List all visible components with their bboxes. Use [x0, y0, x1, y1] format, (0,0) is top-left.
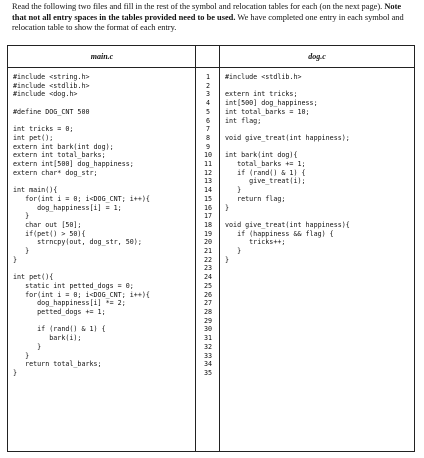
main-c-code-line: extern char* dog_str;	[13, 168, 98, 177]
line-number-line: 17	[203, 212, 213, 221]
line-number-line: 20	[203, 238, 213, 247]
instructions-text-a: Read the following two files and fill in the rest of the symbol and relocation tables for each (on the next page).	[12, 2, 385, 11]
line-number-line: 30	[203, 325, 213, 334]
line-number-line: 7	[205, 125, 211, 134]
line-number-line: 35	[203, 368, 213, 377]
line-number-line: 18	[203, 220, 213, 229]
dog-c-code-line: tricks++;	[225, 238, 286, 247]
main-c-code-line: }	[13, 255, 18, 264]
line-number-line: 10	[203, 151, 213, 160]
main-c-code-line: #define DOG_CNT 500	[13, 107, 90, 116]
line-number-line: 26	[203, 290, 213, 299]
dog-c-code-line: }	[225, 247, 242, 256]
main-c-code-line: int main(){	[13, 186, 58, 195]
main-c-code-line: if(pet() > 50){	[13, 229, 86, 238]
line-number-line: 8	[205, 133, 211, 142]
dog-c-code-line: void give_treat(int happiness);	[225, 133, 350, 142]
main-c-code-line: int tricks = 0;	[13, 125, 74, 134]
instructions-text-b: We have completed one entry in each symbol and relocation table to show the format of each entry.	[12, 12, 404, 33]
dog-c-code-line: #include <stdlib.h>	[225, 73, 302, 81]
dog-c-code-line: int total_barks = 10;	[225, 107, 310, 116]
main-c-code-line: extern int total_barks;	[13, 151, 106, 160]
dog-c-code-line: total_barks += 1;	[225, 160, 306, 169]
dog-c-code-line	[225, 82, 350, 91]
main-c-code-line	[13, 99, 150, 108]
dog-c-code-line: if (happiness && flag) {	[225, 229, 334, 238]
main-c-code-line: int pet(){	[13, 273, 54, 282]
main-c-code-line: static int petted_dogs = 0;	[13, 281, 134, 290]
main-c-code-line: }	[13, 342, 42, 351]
main-c-code-line: return total_barks;	[13, 360, 102, 369]
line-number-line: 32	[203, 342, 213, 351]
line-number-line: 6	[205, 116, 211, 125]
line-number-line: 22	[203, 255, 213, 264]
main-c-code-line: }	[13, 351, 30, 360]
main-c-code-line: extern int[500] dog_happiness;	[13, 160, 134, 169]
line-number-line: 33	[203, 351, 213, 360]
main-c-code-line: strncpy(out, dog_str, 50);	[13, 238, 142, 247]
dog-c-code-line: int flag;	[225, 116, 262, 125]
line-number-line: 1	[205, 73, 211, 81]
dog-c-code-line	[225, 143, 350, 152]
dog-c-code-line: void give_treat(int happiness){	[225, 220, 350, 229]
dog-c-code-line	[225, 125, 350, 134]
line-number-line: 11	[203, 160, 213, 169]
line-number-line: 15	[203, 194, 213, 203]
dog-c-code-line: if (rand() & 1) {	[225, 168, 306, 177]
instructions	[12, 2, 412, 34]
dog-c-code-line: give_treat(i);	[225, 177, 306, 186]
dog-c-code-line: }	[225, 203, 230, 212]
line-number-line: 24	[203, 273, 213, 282]
line-number-header	[196, 46, 220, 68]
line-number-line: 13	[203, 177, 213, 186]
dog-c-code	[225, 73, 350, 264]
main-c-code-line: dog_happiness[i] *= 2;	[13, 299, 126, 308]
line-number-line: 27	[203, 299, 213, 308]
line-number-line: 34	[203, 360, 213, 369]
code-table	[7, 45, 415, 452]
line-number-line: 5	[205, 107, 211, 116]
main-c-code-line	[13, 317, 150, 326]
line-number-line: 14	[203, 186, 213, 195]
line-number-line: 4	[205, 99, 211, 108]
main-file-header: main.c	[8, 46, 196, 68]
line-number-line: 29	[203, 316, 213, 325]
main-c-code	[13, 73, 150, 378]
main-c-code-line: #include <string.h>	[13, 73, 90, 81]
main-c-code-line: #include <dog.h>	[13, 90, 78, 99]
main-c-code-line: for(int i = 0; i<DOG_CNT; i++){	[13, 290, 150, 299]
line-number-line: 12	[203, 168, 213, 177]
line-number-line: 2	[205, 81, 211, 90]
main-c-code-line: int pet();	[13, 133, 54, 142]
main-c-code-line: dog_happiness[i] = 1;	[13, 203, 122, 212]
main-c-code-line: if (rand() & 1) {	[13, 325, 106, 334]
main-c-code-line: }	[13, 212, 30, 221]
main-c-code-line: }	[13, 247, 30, 256]
main-c-code-line: for(int i = 0; i<DOG_CNT; i++){	[13, 194, 150, 203]
main-c-code-line	[13, 264, 150, 273]
main-c-code-line: petted_dogs += 1;	[13, 307, 106, 316]
instructions-bold-note: Note that not all entry spaces in the tables provided need to be used.	[12, 2, 402, 22]
line-number-line: 31	[203, 334, 213, 343]
line-number-line: 19	[203, 229, 213, 238]
dog-file-header: dog.c	[220, 46, 414, 68]
dog-c-code-line	[225, 212, 350, 221]
line-number-line: 9	[205, 142, 211, 151]
main-c-code-line	[13, 117, 150, 126]
main-c-code-line: }	[13, 368, 18, 377]
line-number-line: 16	[203, 203, 213, 212]
main-c-code-line: #include <stdlib.h>	[13, 81, 90, 90]
dog-c-code-line: extern int tricks;	[225, 90, 298, 99]
dog-c-code-line: return flag;	[225, 194, 286, 203]
dog-c-code-line: int[500] dog_happiness;	[225, 99, 318, 108]
line-numbers	[196, 73, 220, 378]
line-number-line: 28	[203, 307, 213, 316]
dog-c-code-line: int bark(int dog){	[225, 151, 298, 160]
main-c-code-line: bark(i);	[13, 334, 82, 343]
line-number-line: 21	[203, 247, 213, 256]
line-number-line: 25	[203, 281, 213, 290]
line-number-line: 3	[205, 90, 211, 99]
main-c-code-line: extern int bark(int dog);	[13, 142, 114, 151]
dog-c-code-line: }	[225, 255, 230, 264]
dog-c-code-line: }	[225, 186, 242, 195]
main-c-code-line: char out [50];	[13, 220, 82, 229]
line-number-line: 23	[203, 264, 213, 273]
main-c-code-line	[13, 177, 150, 186]
